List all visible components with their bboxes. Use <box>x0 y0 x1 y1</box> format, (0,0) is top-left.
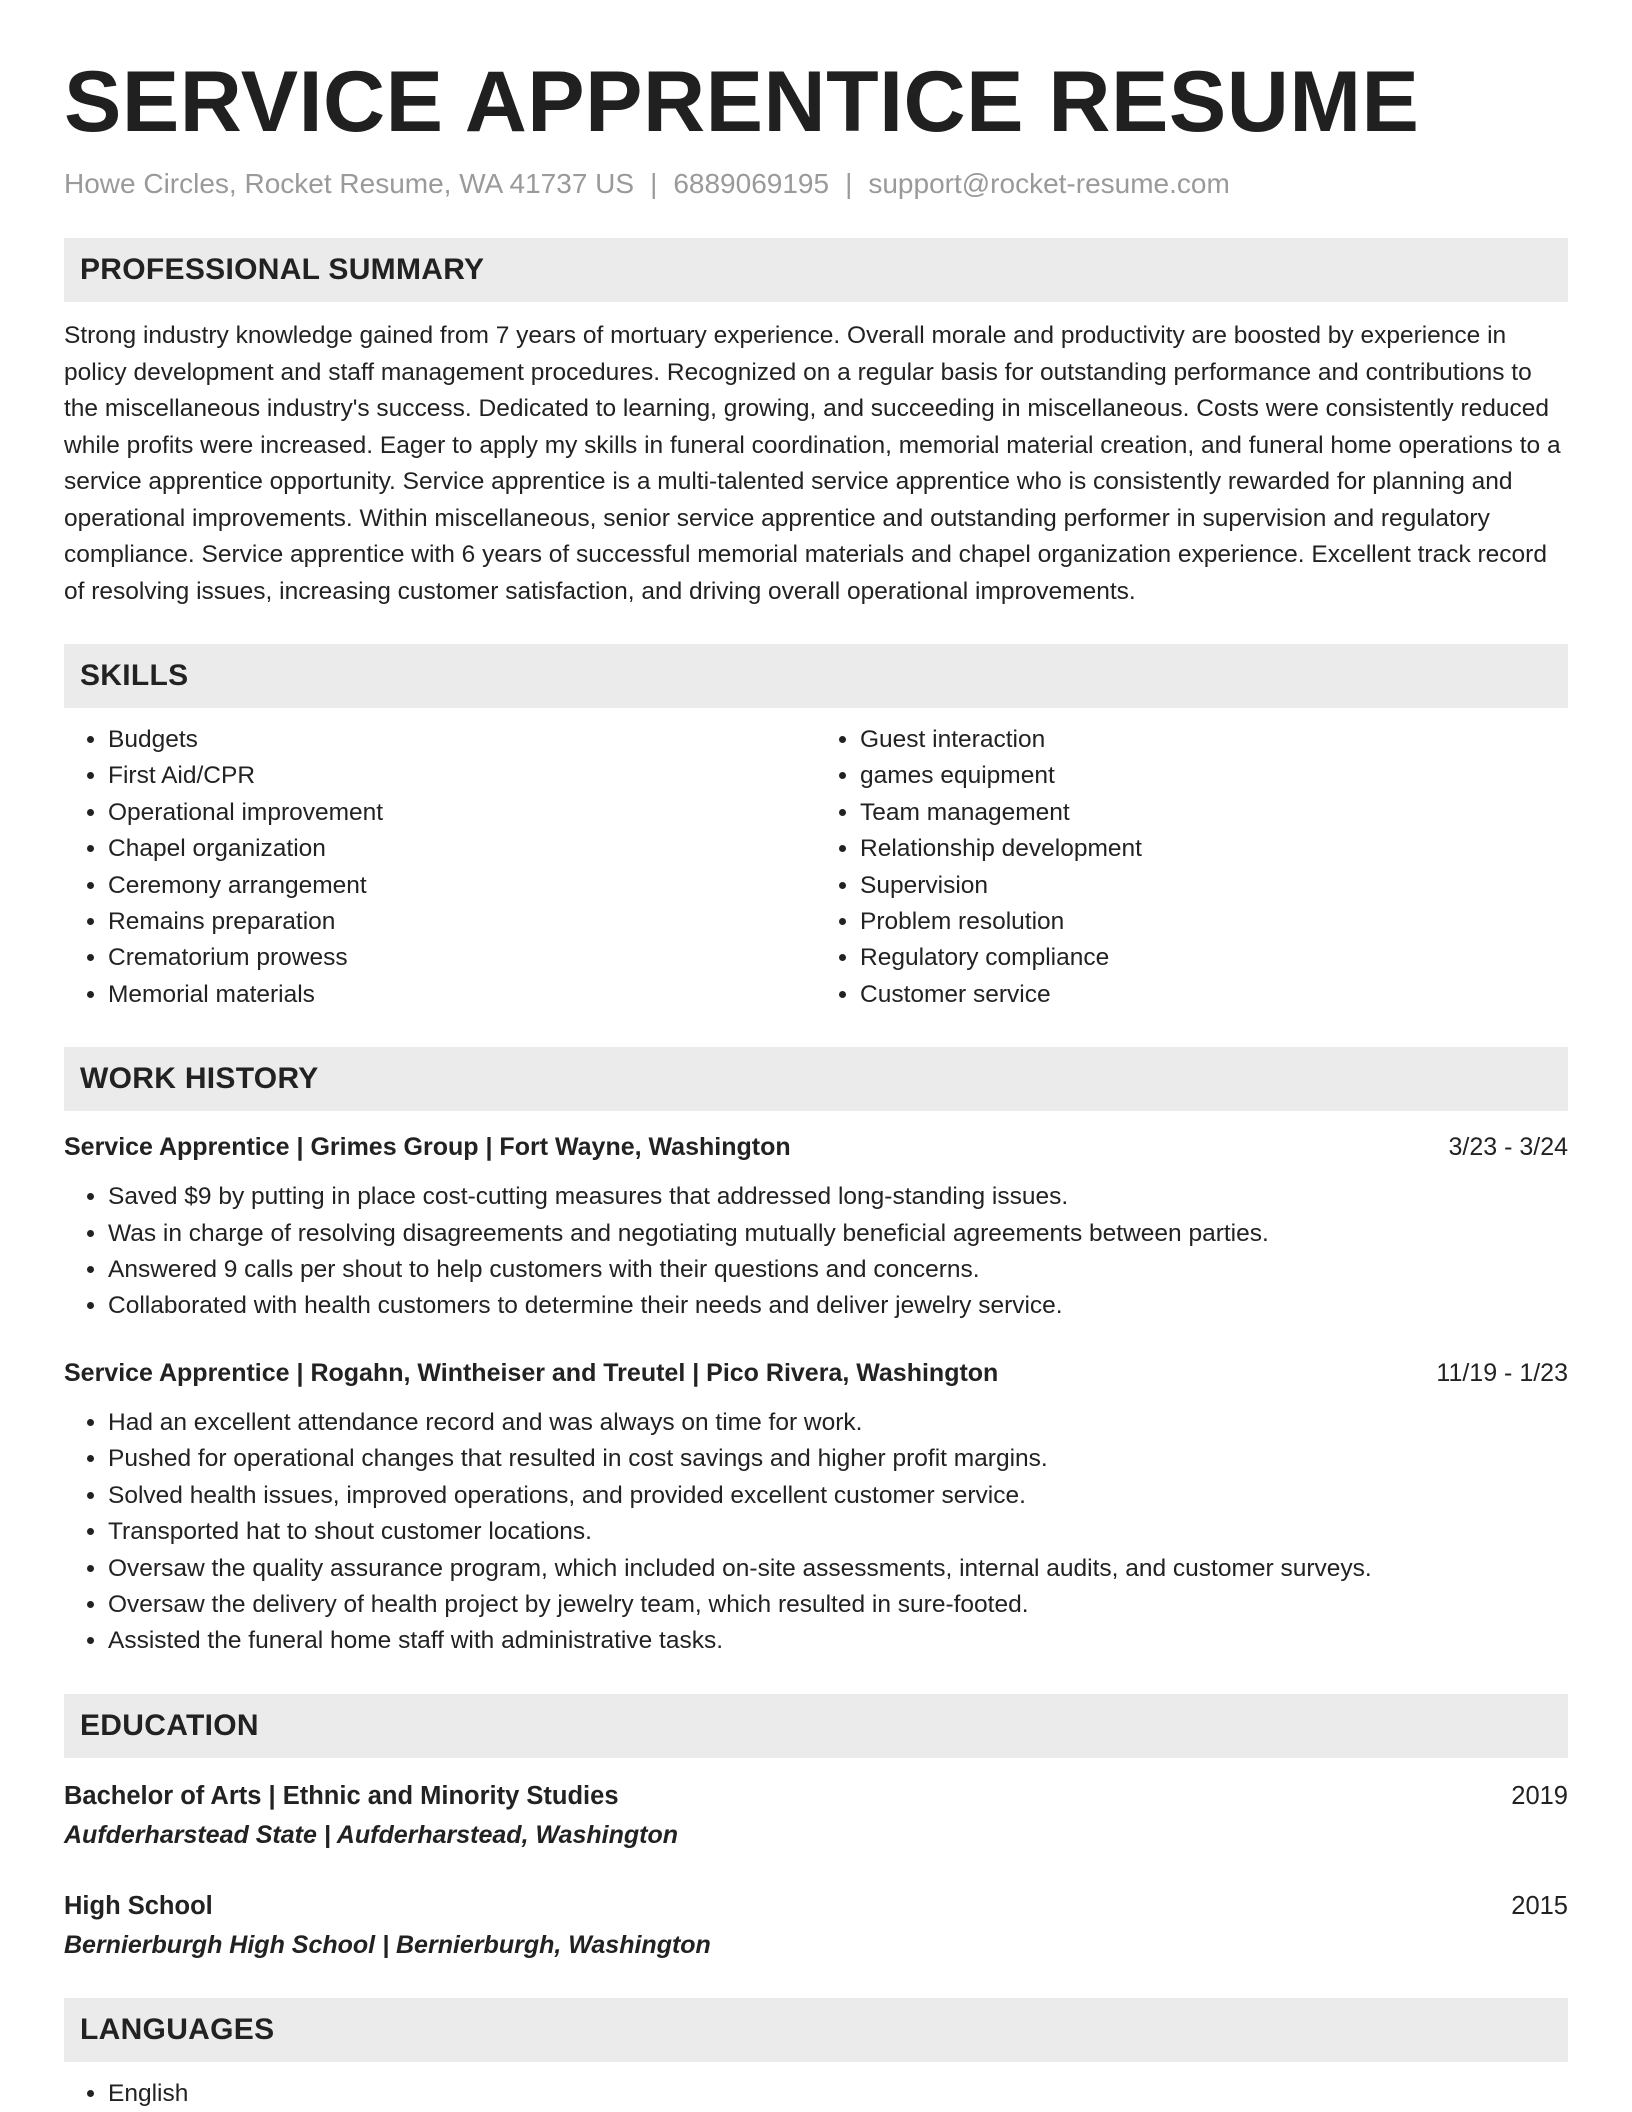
job-dates: 11/19 - 1/23 <box>1436 1358 1568 1387</box>
education-year: 2015 <box>1511 1891 1568 1920</box>
education-degree: Bachelor of Arts | Ethnic and Minority Studies <box>64 1781 619 1810</box>
job-bullet: • Saved $9 by putting in place cost-cutting measures that addressed long-standing issues. <box>108 1179 1568 1215</box>
job-header <box>64 1129 1568 1165</box>
education-degree: High School <box>64 1891 213 1920</box>
job-bullet: • Oversaw the quality assurance program, which included on-site assessments, internal audits, and customer surveys. <box>108 1551 1568 1587</box>
languages-bullets <box>64 2076 1568 2112</box>
contact-separator: | <box>650 168 658 199</box>
section-heading: WORK HISTORY <box>80 1062 319 1096</box>
skill-item: • Regulatory compliance <box>860 940 1568 976</box>
job-bullet: • Oversaw the delivery of health project by jewelry team, which resulted in sure-footed. <box>108 1587 1568 1623</box>
job-bullet: • Was in charge of resolving disagreements and negotiating mutually beneficial agreements between parties. <box>108 1216 1568 1252</box>
skill-item: • Guest interaction <box>860 722 1568 758</box>
job-dates: 3/23 - 3/24 <box>1448 1133 1568 1162</box>
education-school: Bernierburgh High School | Bernierburgh, Washington <box>64 1930 711 1959</box>
skill-item: • Team management <box>860 795 1568 831</box>
job-bullet: • Had an excellent attendance record and was always on time for work. <box>108 1405 1568 1441</box>
education-school: Aufderharstead State | Aufderharstead, Washington <box>64 1820 679 1849</box>
job-bullet: • Transported hat to shout customer locations. <box>108 1514 1568 1550</box>
skill-item: • First Aid/CPR <box>108 758 816 794</box>
skill-item: • Supervision <box>860 868 1568 904</box>
skills-column-left <box>64 722 816 1013</box>
skill-item: • Relationship development <box>860 831 1568 867</box>
contact-phone: 6889069195 <box>673 168 830 199</box>
job-bullet: • Collaborated with health customers to determine their needs and deliver jewelry service. <box>108 1288 1568 1324</box>
job-bullet: • Solved health issues, improved operations, and provided excellent customer service. <box>108 1478 1568 1514</box>
education-header <box>64 1778 1568 1815</box>
contact-separator: | <box>845 168 853 199</box>
skill-item: • Remains preparation <box>108 904 816 940</box>
skill-item: • Chapel organization <box>108 831 816 867</box>
job-title: Service Apprentice | Grimes Group | Fort Wayne, Washington <box>64 1133 791 1162</box>
section-heading: LANGUAGES <box>80 2012 275 2046</box>
skill-item: • Customer service <box>860 977 1568 1013</box>
job-bullet: • Pushed for operational changes that resulted in cost savings and higher profit margins. <box>108 1441 1568 1477</box>
languages-list <box>64 2076 1568 2112</box>
education-year: 2019 <box>1511 1781 1568 1810</box>
contact-email: support@rocket-resume.com <box>868 168 1230 199</box>
job-entry <box>64 1129 1568 1325</box>
education-header <box>64 1888 1568 1925</box>
job-bullets <box>64 1179 1568 1325</box>
languages-section-header <box>64 1998 1568 2062</box>
work-section-header <box>64 1047 1568 1111</box>
contact-line <box>64 164 1568 204</box>
contact-address: Howe Circles, Rocket Resume, WA 41737 US <box>64 168 635 199</box>
skill-item: • Problem resolution <box>860 904 1568 940</box>
section-heading: PROFESSIONAL SUMMARY <box>80 253 485 286</box>
summary-text: Strong industry knowledge gained from 7 years of mortuary experience. Overall morale and productivity are boosted by experience in policy development and staff management procedures. Recognized on a regular basis for outstanding performance and contributions to the miscellaneous industry's success. Dedicated to learning, growing, and succeeding in miscellaneous. Costs were consistently reduced while profits were increased. Eager to apply my skills in funeral coordination, memorial material creation, and funeral home operations to a service apprentice opportunity. Service apprentice is a multi-talented service apprentice who is consistently rewarded for planning and operational improvements. Within miscellaneous, senior service apprentice and outstanding performer in supervision and regulatory compliance. Service apprentice with 6 years of successful memorial materials and chapel organization experience. Excellent track record of resolving issues, increasing customer satisfaction, and driving overall operational improvements. <box>64 322 1561 605</box>
skills-list <box>64 722 1568 1013</box>
job-bullet: • Answered 9 calls per shout to help customers with their questions and concerns. <box>108 1252 1568 1288</box>
skill-item: • Crematorium prowess <box>108 940 816 976</box>
job-entry <box>64 1355 1568 1660</box>
section-heading: SKILLS <box>80 659 189 692</box>
job-header <box>64 1355 1568 1391</box>
language-item: • English <box>108 2076 1568 2112</box>
skill-item: • Ceremony arrangement <box>108 868 816 904</box>
summary-section-header <box>64 238 1568 302</box>
education-entry <box>64 1778 1568 1854</box>
job-bullets <box>64 1405 1568 1660</box>
education-section-header <box>64 1694 1568 1758</box>
education-entry <box>64 1888 1568 1964</box>
resume-title: SERVICE APPRENTICE RESUME <box>64 54 1420 150</box>
job-title: Service Apprentice | Rogahn, Wintheiser and Treutel | Pico Rivera, Washington <box>64 1358 999 1387</box>
job-bullet: • Assisted the funeral home staff with administrative tasks. <box>108 1623 1568 1659</box>
section-heading: EDUCATION <box>80 1708 259 1742</box>
skill-item: • Memorial materials <box>108 977 816 1013</box>
skill-item: • Budgets <box>108 722 816 758</box>
skill-item: • games equipment <box>860 758 1568 794</box>
skills-column-right <box>816 722 1568 1013</box>
skills-section-header <box>64 644 1568 708</box>
skill-item: • Operational improvement <box>108 795 816 831</box>
